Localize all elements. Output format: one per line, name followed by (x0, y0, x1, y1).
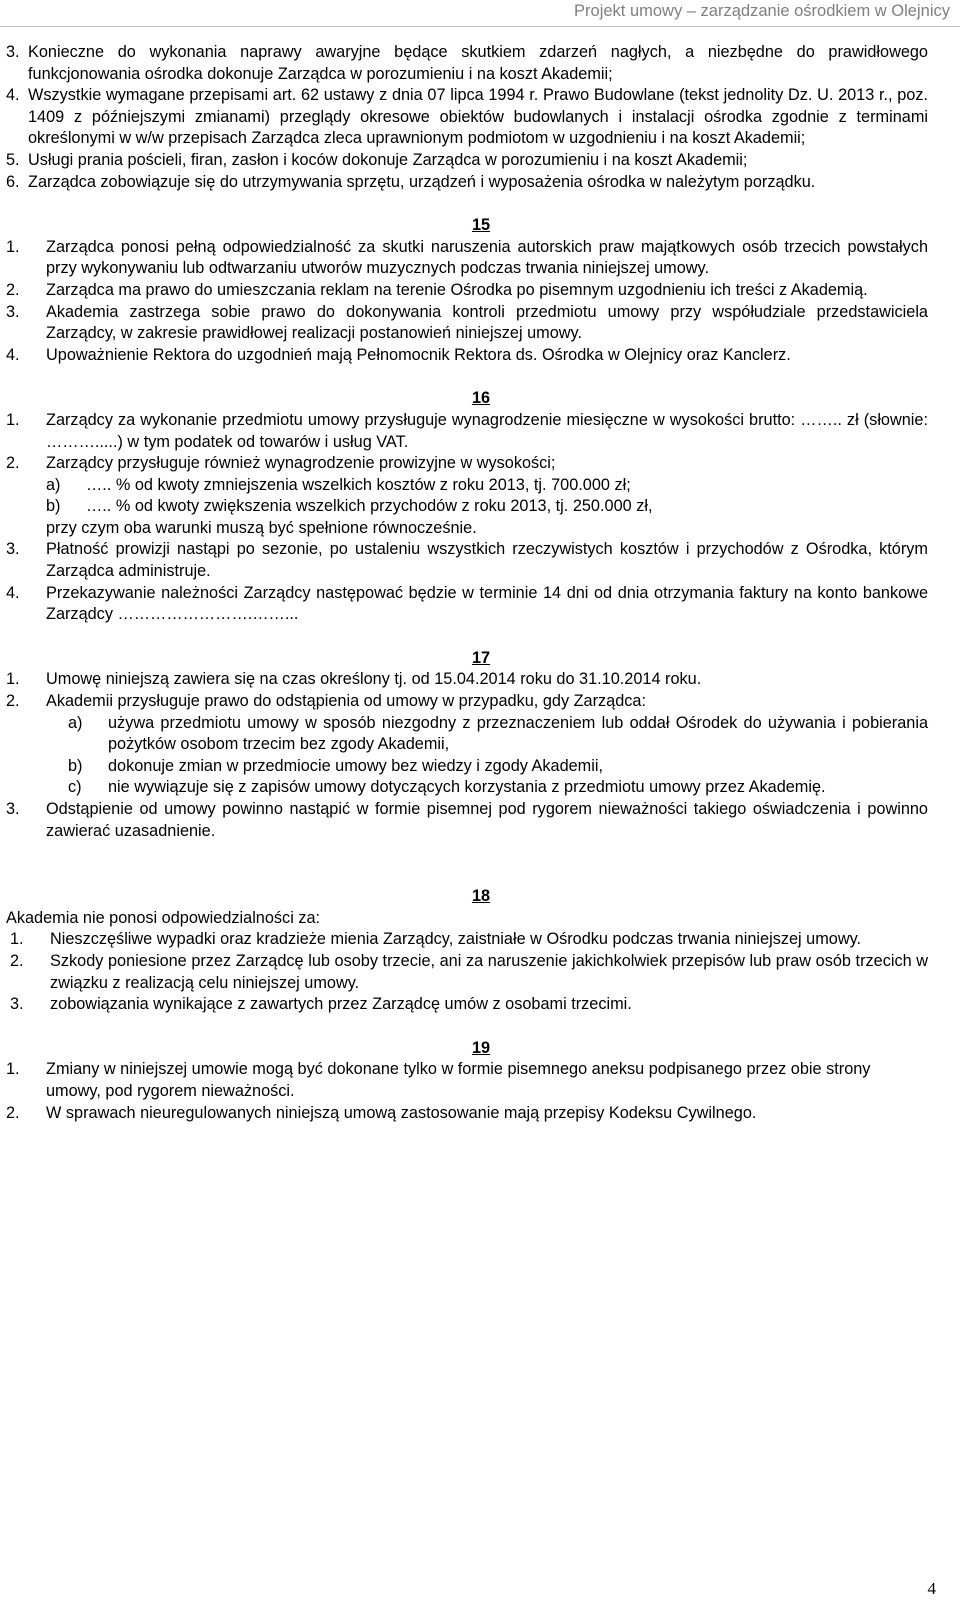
list-item (6, 539, 928, 582)
item-text: Zmiany w niniejszej umowie mogą być dokonane tylko w formie pisemnego aneksu podpisanego przez obie strony umowy, pod rygorem nieważności. (46, 1060, 871, 1100)
list-item (6, 42, 928, 85)
item-number: 1. (10, 930, 24, 949)
document-body (6, 42, 928, 1124)
item-number: 1. (6, 1060, 20, 1079)
item-text: Zarządca ma prawo do umieszczania reklam na terenie Ośrodka po pisemnym uzgodnieniu ich treści z Akademią. (46, 280, 868, 299)
list-item (6, 237, 928, 280)
continuation-text: przy czym oba warunki muszą być spełnione równocześnie. (46, 518, 477, 537)
sub-item-letter: c) (68, 778, 82, 797)
sub-item-text: ….. % od kwoty zmniejszenia wszelkich kosztów z roku 2013, tj. 700.000 zł; (86, 475, 631, 494)
item-number: 2. (6, 280, 20, 299)
sub-item-text: używa przedmiotu umowy w sposób niezgodny z przeznaczeniem lub oddał Ośrodek do używania i pobierania pożytków osobom trzecim bez zgody Akademii, (108, 713, 928, 754)
item-text: Zarządcy za wykonanie przedmiotu umowy przysługuje wynagrodzenie miesięczne w wysokości brutto: …….. zł (słownie: ……….....) w tym podatek od towarów i usług VAT. (46, 410, 928, 451)
item-text: W sprawach nieuregulowanych niniejszą umową zastosowanie mają przepisy Kodeksu Cywilnego. (46, 1103, 757, 1122)
item-number: 4. (6, 86, 20, 105)
item-number: 4. (6, 345, 20, 364)
list-item (10, 929, 928, 951)
section-intro: Akademia nie ponosi odpowiedzialności za: (6, 908, 321, 927)
item-text: Płatność prowizji nastąpi po sezonie, po ustaleniu wszystkich rzeczywistych kosztów i przychodów z Ośrodka, którym Zarządca administruje. (46, 540, 928, 581)
item-number: 3. (6, 43, 20, 61)
item-text: Umowę niniejszą zawiera się na czas określony tj. od 15.04.2014 roku do 31.10.2014 roku. (46, 670, 702, 689)
item-text: Przekazywanie należności Zarządcy następować będzie w terminie 14 dni od dnia otrzymania faktury na konto bankowe Zarządcy …………………….……... (46, 583, 928, 624)
item-text: Wszystkie wymagane przepisami art. 62 ustawy z dnia 07 lipca 1994 r. Prawo Budowlane (tekst jednolity Dz. U. 2013 r., poz. 1409 z późniejszymi zmianami) przeglądy okresowe obiektów budowlanych i instalacji ośrodka zgodnie z terminami określonymi w w/w przepisach Zarządca zleca uprawnionym podmiotom w uzgodnieniu i na koszt Akademii; (28, 86, 928, 148)
item-number: 2. (6, 692, 20, 711)
item-text: Zarządcy przysługuje również wynagrodzenie prowizyjne w wysokości; (46, 454, 556, 473)
item-number: 6. (6, 172, 20, 191)
item-text: Upoważnienie Rektora do uzgodnień mają Pełnomocnik Rektora ds. Ośrodka w Olejnicy oraz Kanclerz. (46, 345, 791, 364)
item-text: Odstąpienie od umowy powinno nastąpić w formie pisemnej pod rygorem nieważności takiego oświadczenia i powinno zawierać uzasadnienie. (46, 800, 928, 840)
list-item (6, 302, 928, 345)
list-item (6, 1103, 928, 1125)
section-heading: 16 (471, 389, 491, 408)
list-item (6, 150, 928, 172)
item-text: Zarządca ponosi pełną odpowiedzialność za skutki naruszenia autorskich praw majątkowych osób trzecich powstałych przy wykonywaniu lub odtwarzaniu utworów muzycznych podczas trwania niniejszej umowy. (46, 237, 928, 278)
item-text: Nieszczęśliwe wypadki oraz kradzieże mienia Zarządcy, zaistniałe w Ośrodku podczas trwania niniejszej umowy. (50, 930, 862, 949)
sub-item-letter: a) (68, 713, 83, 732)
list-item (6, 345, 928, 367)
sub-item (68, 777, 928, 799)
sub-item (46, 496, 928, 518)
list-item (6, 1059, 928, 1102)
item-number: 2. (6, 1103, 20, 1122)
item-number: 3. (10, 995, 24, 1014)
item-number: 4. (6, 583, 20, 602)
sub-item-text: dokonuje zmian w przedmiocie umowy bez wiedzy i zgody Akademii, (108, 756, 603, 775)
item-number: 3. (6, 302, 20, 321)
section-heading: 15 (471, 216, 491, 235)
item-number: 3. (6, 540, 20, 559)
list-item (10, 994, 928, 1016)
sub-item-text: nie wywiązuje się z zapisów umowy dotyczących korzystania z przedmiotu umowy przez Akademię. (108, 778, 826, 797)
item-text: Akademia zastrzega sobie prawo do dokonywania kontroli przedmiotu umowy przy współudziale przedstawiciela Zarządcy, w zakresie prawidłowej realizacji postanowień niniejszej umowy. (46, 302, 928, 343)
section-heading: 17 (471, 648, 491, 667)
item-text: Usługi prania pościeli, firan, zasłon i koców dokonuje Zarządca w porozumieniu i na koszt Akademii; (28, 150, 748, 169)
item-number: 1. (6, 410, 20, 429)
page-number: 4 (927, 1579, 936, 1598)
sub-item-letter: a) (46, 475, 61, 494)
list-item (6, 410, 928, 453)
item-number: 3. (6, 800, 20, 818)
section-heading: 19 (471, 1038, 491, 1057)
item-text: Konieczne do wykonania naprawy awaryjne będące skutkiem zdarzeń nagłych, a niezbędne do prawidłowego funkcjonowania ośrodka dokonuje Zarządca w porozumieniu i na koszt Akademii; (28, 43, 928, 83)
item-number: 1. (6, 670, 20, 689)
sub-item-letter: b) (68, 756, 83, 775)
item-text: Zarządca zobowiązuje się do utrzymywania sprzętu, urządzeń i wyposażenia ośrodka w należytym porządku. (28, 172, 816, 191)
item-text: zobowiązania wynikające z zawartych przez Zarządcę umów z osobami trzecimi. (50, 995, 632, 1014)
list-item (10, 951, 928, 994)
item-number: 2. (10, 951, 24, 970)
sub-item-text: ….. % od kwoty zwiększenia wszelkich przychodów z roku 2013, tj. 250.000 zł, (86, 497, 653, 516)
list-item (6, 583, 928, 626)
list-item (6, 172, 928, 194)
header-rule (0, 26, 960, 27)
sub-item-letter: b) (46, 497, 61, 516)
list-item (6, 280, 928, 302)
item-text: Akademii przysługuje prawo do odstąpienia od umowy w przypadku, gdy Zarządca: (46, 692, 647, 711)
list-item (6, 799, 928, 842)
running-header: Projekt umowy – zarządzanie ośrodkiem w Olejnicy (574, 2, 950, 20)
item-number: 5. (6, 150, 20, 169)
list-item (6, 669, 928, 691)
sub-item (68, 713, 928, 756)
list-item (6, 453, 928, 475)
list-item (6, 691, 928, 713)
list-item (6, 85, 928, 150)
sub-item (46, 475, 928, 497)
item-number: 2. (6, 454, 20, 473)
section-heading: 18 (471, 887, 491, 906)
sub-item (68, 756, 928, 778)
item-text: Szkody poniesione przez Zarządcę lub osoby trzecie, ani za naruszenie jakichkolwiek przepisów lub praw osób trzecich w związku z realizacją celu niniejszej umowy. (50, 951, 928, 992)
item-number: 1. (6, 237, 20, 256)
